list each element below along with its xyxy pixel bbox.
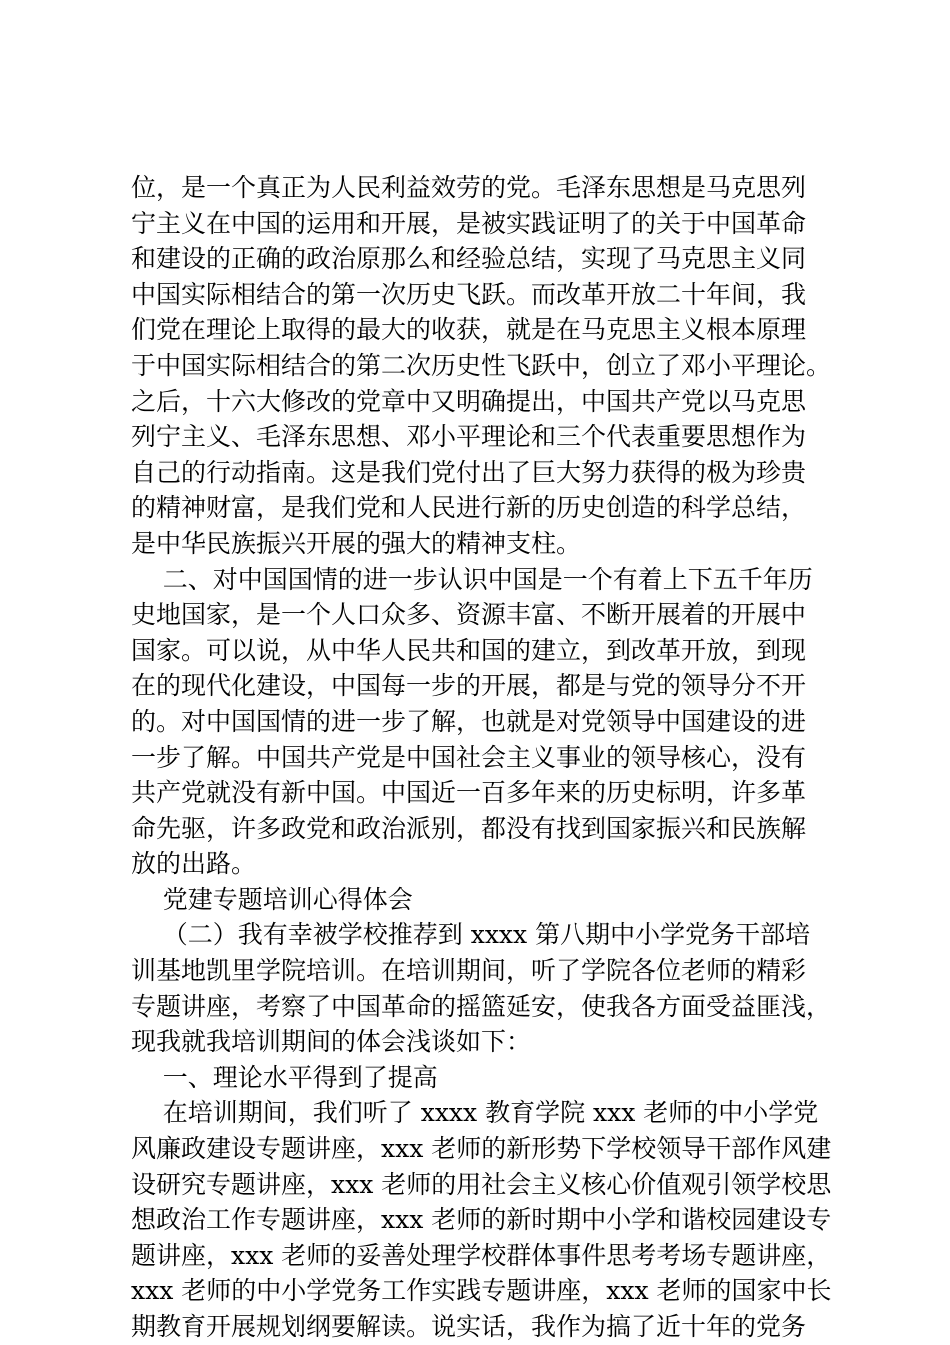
text-line: 放的出路。	[131, 849, 257, 879]
text-line: 命先驱，许多政党和政治派别，都没有找到国家振兴和民族解	[131, 813, 807, 843]
body-text	[131, 170, 831, 1345]
text-line: 们党在理论上取得的最大的收获，就是在马克思主义根本原理	[131, 315, 807, 345]
text-line: 专题讲座，考察了中国革命的摇篮延安，使我各方面受益匪浅，	[131, 991, 832, 1021]
text-line: 宁主义在中国的运用和开展，是被实践证明了的关于中国革命	[131, 208, 807, 238]
text-line: 想政治工作专题讲座，xxx 老师的新时期中小学和谐校园建设专	[131, 1205, 832, 1235]
text-line: 设研究专题讲座，xxx 老师的用社会主义核心价值观引领学校思	[131, 1169, 832, 1199]
text-line: 中国实际相结合的第一次历史飞跃。而改革开放二十年间，我	[131, 279, 807, 309]
text-line: 期教育开展规划纲要解读。说实话，我作为搞了近十年的党务	[131, 1312, 807, 1341]
text-line: 和建设的正确的政治原那么和经验总结，实现了马克思主义同	[131, 244, 807, 274]
text-line: 之后，十六大修改的党章中又明确提出，中国共产党以马克思	[131, 386, 807, 416]
text-line: 自己的行动指南。这是我们党付出了巨大努力获得的极为珍贵	[131, 457, 807, 487]
text-line: 训基地凯里学院培训。在培训期间，听了学院各位老师的精彩	[131, 956, 807, 986]
text-line: 于中国实际相结合的第二次历史性飞跃中，创立了邓小平理论。	[131, 350, 832, 380]
text-line: 现我就我培训期间的体会浅谈如下：	[131, 1027, 532, 1057]
text-line: 在培训期间，我们听了 xxxx 教育学院 xxx 老师的中小学党	[131, 1098, 819, 1128]
text-line: 的精神财富，是我们党和人民进行新的历史创造的科学总结，	[131, 493, 807, 523]
text-line: 史地国家，是一个人口众多、资源丰富、不断开展着的开展中	[131, 600, 807, 630]
text-line: 列宁主义、毛泽东思想、邓小平理论和三个代表重要思想作为	[131, 422, 807, 452]
text-line: 的。对中国国情的进一步了解，也就是对党领导中国建设的进	[131, 706, 807, 736]
section-heading: 一、理论水平得到了提高	[131, 1062, 438, 1092]
text-line: 位，是一个真正为人民利益效劳的党。毛泽东思想是马克思列	[131, 173, 807, 202]
article-title: 党建专题培训心得体会	[131, 884, 413, 914]
text-line: 国家。可以说，从中华人民共和国的建立，到改革开放，到现	[131, 635, 807, 665]
text-line: xxx 老师的中小学党务工作实践专题讲座，xxx 老师的国家中长	[131, 1276, 832, 1306]
text-line: 一步了解。中国共产党是中国社会主义事业的领导核心，没有	[131, 742, 807, 772]
text-line: 风廉政建设专题讲座，xxx 老师的新形势下学校领导干部作风建	[131, 1134, 832, 1164]
text-line: 题讲座，xxx 老师的妥善处理学校群体事件思考考场专题讲座，	[131, 1240, 832, 1270]
text-line: 共产党就没有新中国。中国近一百多年来的历史标明，许多革	[131, 778, 807, 808]
section-heading-line: 二、对中国国情的进一步认识中国是一个有着上下五千年历	[131, 564, 813, 594]
text-line: 是中华民族振兴开展的强大的精神支柱。	[131, 528, 582, 558]
text-line: 在的现代化建设，中国每一步的开展，都是与党的领导分不开	[131, 671, 807, 701]
text-line: （二）我有幸被学校推荐到 xxxx 第八期中小学党务干部培	[131, 920, 811, 950]
